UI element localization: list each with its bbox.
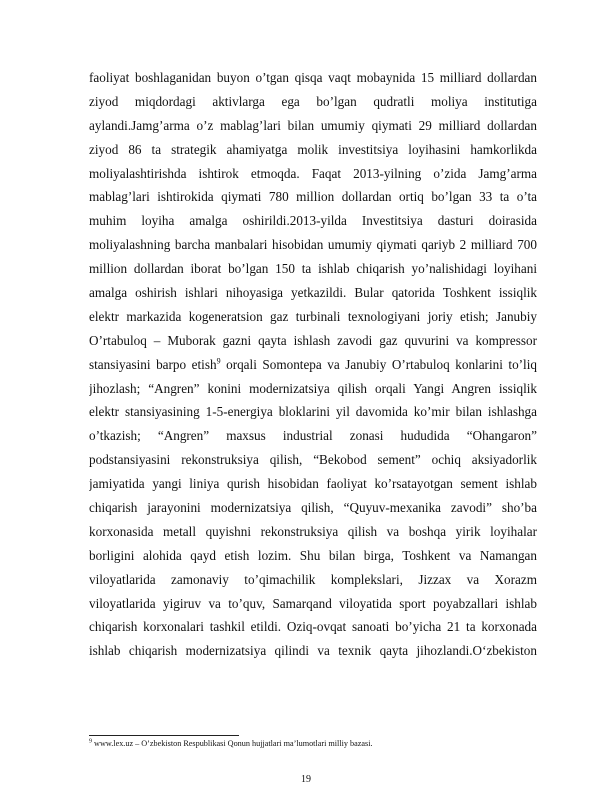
text-line: ishlab chiqarish modernizatsiya qilindi va texnik qayta jihozlandi.O‘zbekiston <box>89 643 537 659</box>
text-line: moliyalashtirishda ishtirok etmoqda. Faqat 2013-yilning o’zida Jamg’arma <box>89 165 537 181</box>
text-line: mablag’lari ishtirokida qiymati 780 million dollardan ortiq bo’lgan 33 ta o’ta <box>89 189 537 205</box>
text-segment: stansiyasini barpo etish <box>89 356 217 372</box>
page-number: 19 <box>301 774 311 785</box>
text-line: chiqarish korxonalari tashkil etildi. Oziq-ovqat sanoati bo’yicha 21 ta korxonada <box>89 619 537 635</box>
text-line: borligini alohida qayd etish lozim. Shu bilan birga, Toshkent va Namangan <box>89 547 537 563</box>
text-line: ziyod miqdordagi aktivlarga ega bo’lgan qudratli moliya institutiga <box>89 93 537 109</box>
text-line: podstansiyasini rekonstruksiya qilish, “Bekobod sement” ochiq aksiyadorlik <box>89 452 537 468</box>
text-line: amalga oshirish ishlari nihoyasiga yetkazildi. Bular qatorida Toshkent issiqlik <box>89 285 537 301</box>
text-line: elektr stansiyasining 1-5-energiya bloklarini yil davomida ko’mir bilan ishlashga <box>89 404 537 420</box>
text-line-with-footnote <box>89 353 537 377</box>
footnote-text: www.lex.uz – O’zbekiston Respublikasi Qonun hujjatlari ma’lumotlari milliy bazasi. <box>92 739 373 748</box>
text-line: elektr markazida kogeneratsion gaz turbinali texnologiyani joriy etish; Janubiy <box>89 308 537 324</box>
text-line: faoliyat boshlaganidan buyon o’tgan qisqa vaqt mobaynida 15 milliard dollardan <box>89 70 537 85</box>
text-segment: orqali Somontepa va Janubiy O’rtabuloq konlarini to’liq <box>220 356 537 372</box>
text-line: viloyatlarida zamonaviy to’qimachilik komplekslari, Jizzax va Xorazm <box>89 571 537 587</box>
text-line: jamiyatida yangi liniya qurish hisobidan faoliyat ko’rsatayotgan sement ishlab <box>89 476 537 492</box>
text-line: muhim loyiha amalga oshirildi.2013-yilda Investitsiya dasturi doirasida <box>89 213 537 229</box>
text-line: O’rtabuloq – Muborak gazni qayta ishlash zavodi gaz quvurini va kompressor <box>89 332 537 348</box>
main-paragraph <box>89 66 537 663</box>
text-line: moliyalashning barcha manbalari hisobidan umumiy qiymati qariyb 2 milliard 700 <box>89 237 537 253</box>
text-line: viloyatlarida yigiruv va to’quv, Samarqand viloyatida sport poyabzallari ishlab <box>89 595 537 611</box>
text-line: korxonasida metall quyishni rekonstruksiya qilish va boshqa yirik loyihalar <box>89 523 537 539</box>
text-line: chiqarish jarayonini modernizatsiya qilish, “Quyuv-mexanika zavodi” sho’ba <box>89 500 537 516</box>
footnote-number: 9 <box>89 738 92 745</box>
footnote-divider <box>89 735 239 736</box>
text-line: aylandi.Jamg’arma o’z mablag’lari bilan umumiy qiymati 29 milliard dollardan <box>89 117 537 133</box>
text-line: jihozlash; “Angren” konini modernizatsiya qilish orqali Yangi Angren issiqlik <box>89 380 537 396</box>
text-line: ziyod 86 ta strategik ahamiyatga molik investitsiya loyihasini hamkorlikda <box>89 141 537 157</box>
text-line: million dollardan iborat bo’lgan 150 ta ishlab chiqarish yo’nalishidagi loyihani <box>89 261 537 277</box>
footnote <box>89 739 373 748</box>
text-line: o’tkazish; “Angren” maxsus industrial zonasi hududida “Ohangaron” <box>89 428 537 444</box>
footnote-reference[interactable]: 9 <box>216 356 221 366</box>
